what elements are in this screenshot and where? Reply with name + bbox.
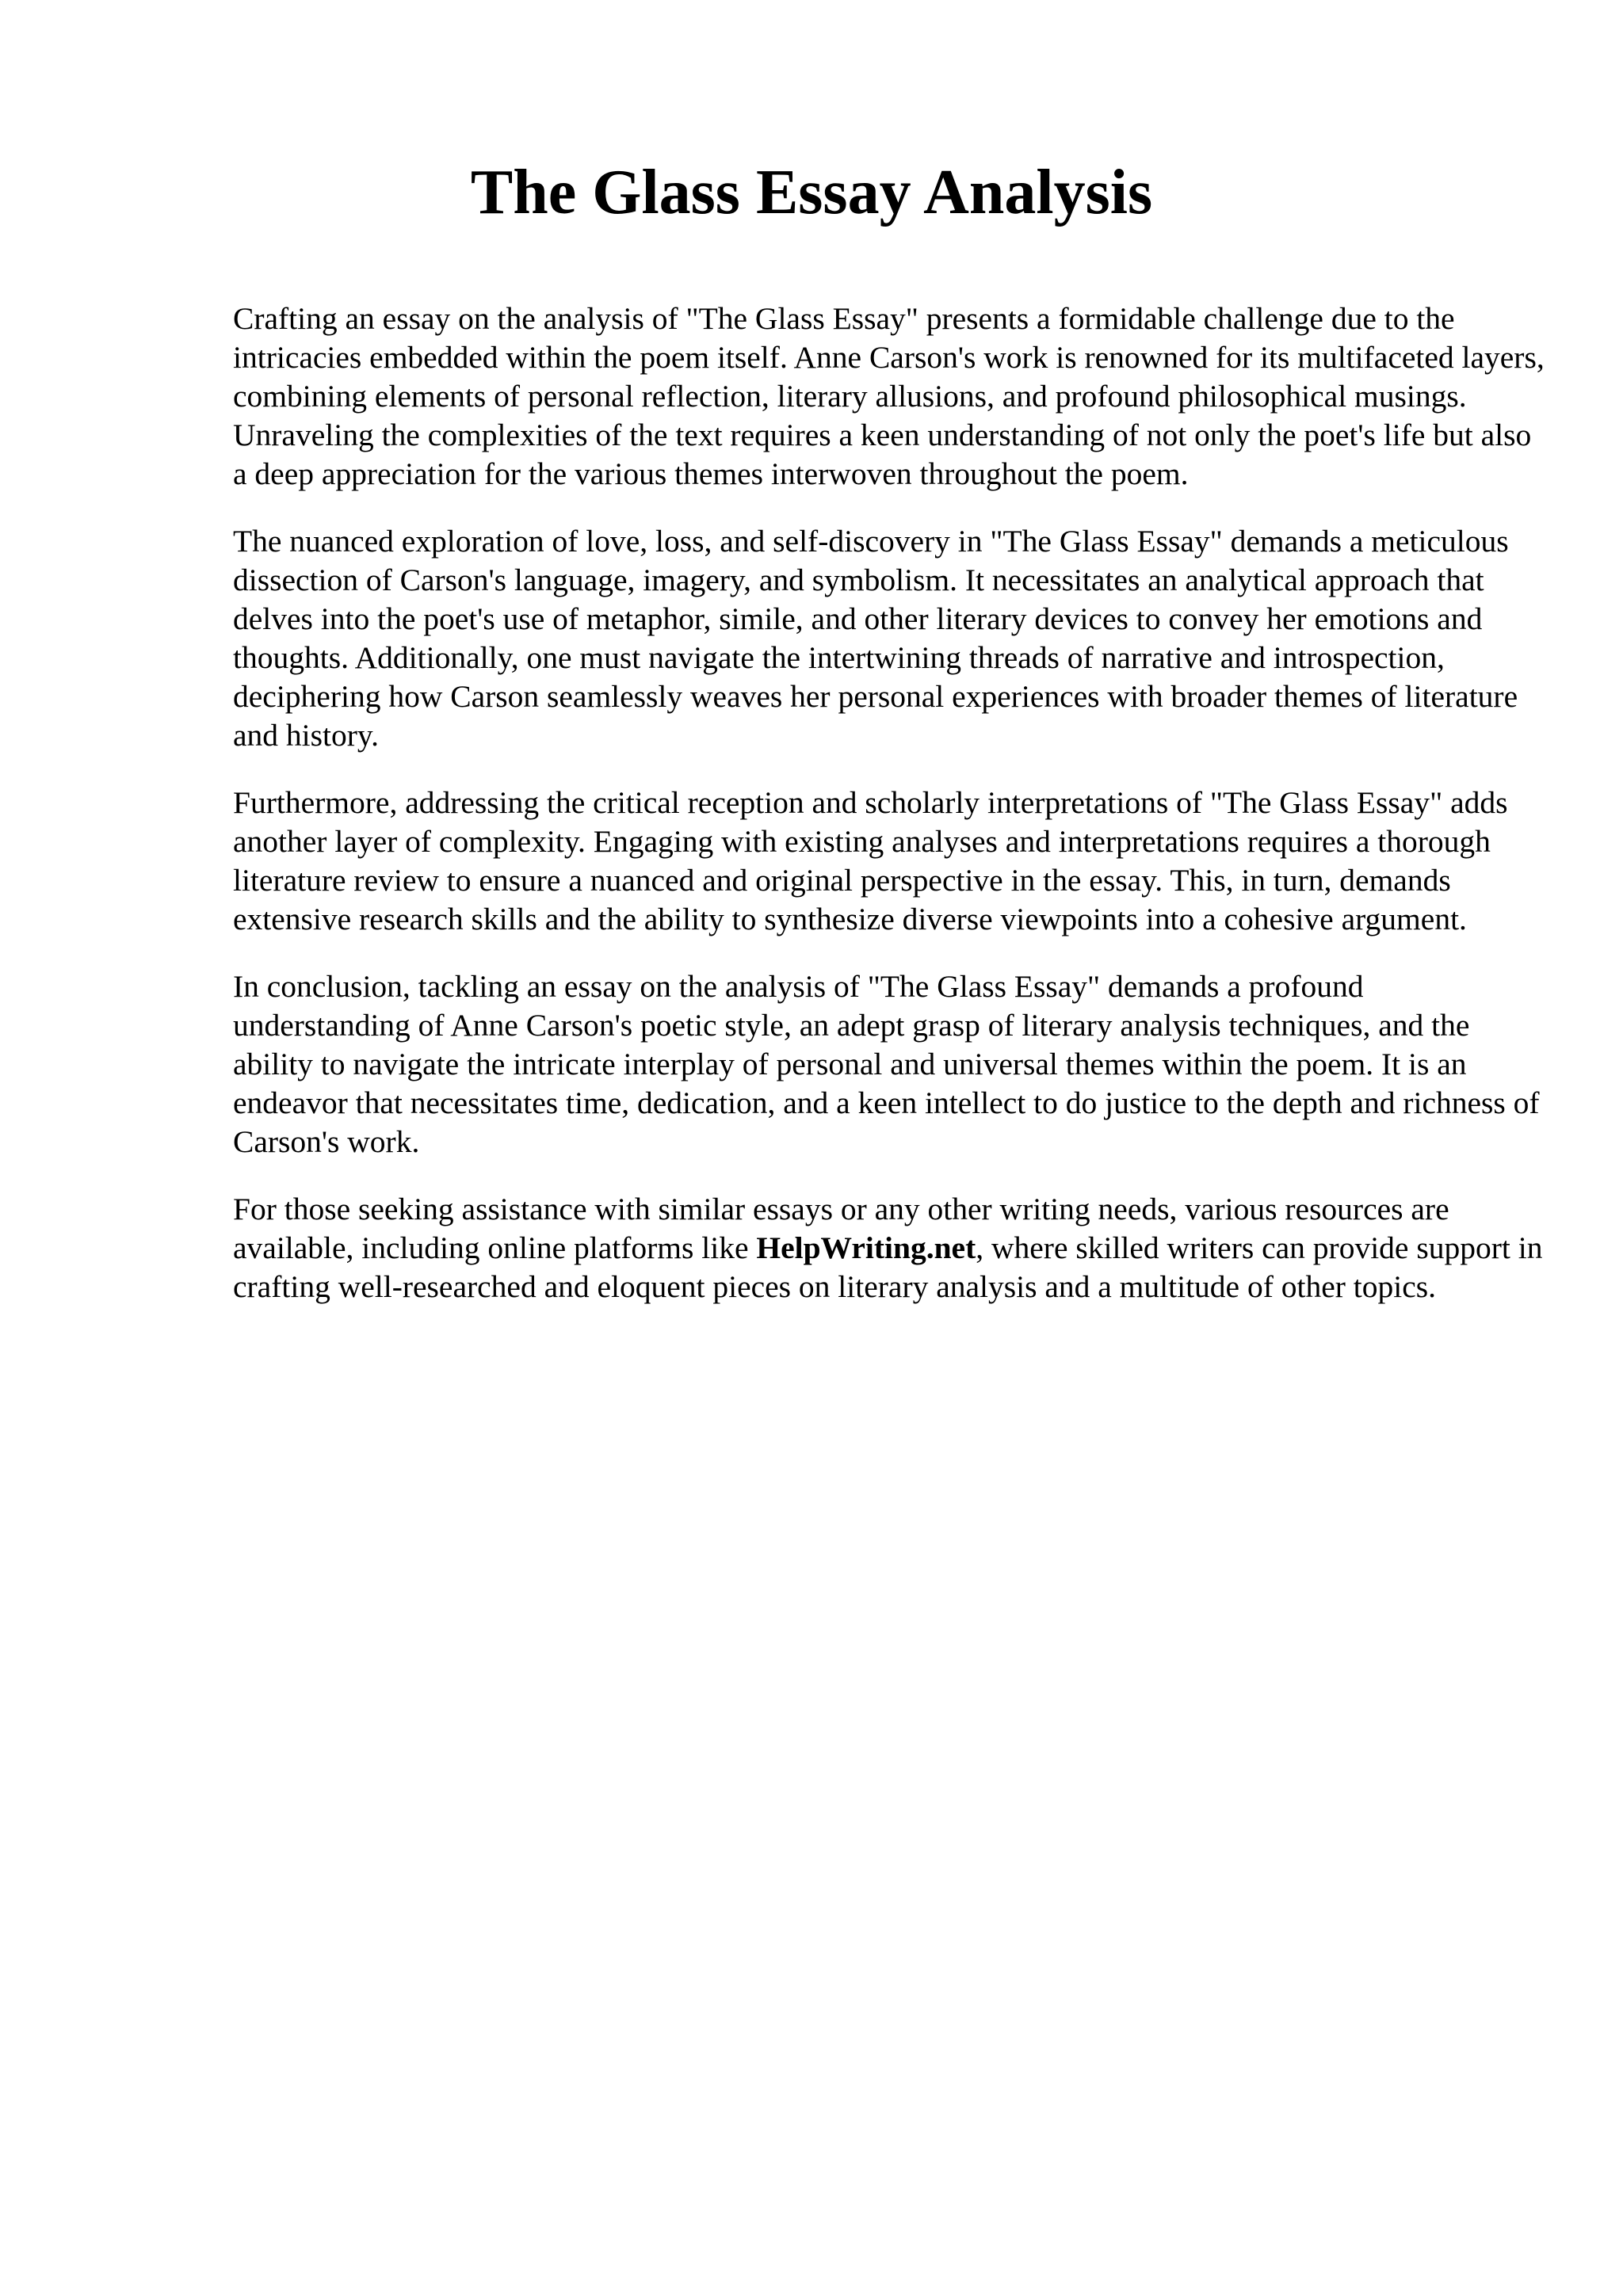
closing-text-before-link: For those seeking assistance with similar essays or any other writing needs, various resources are available, including online platforms like <box>233 1192 1449 1265</box>
paragraph-exploration: The nuanced exploration of love, loss, and self-discovery in "The Glass Essay" demands a meticulous dissection of Carson's language, imagery, and symbolism. It necessitates an analytical approach that delves into the poet's use of metaphor, simile, and other literary devices to convey her emotions and thoughts. Additionally, one must navigate the intertwining threads of narrative and introspection, deciphering how Carson seamlessly weaves her personal experiences with broader themes of literature and history. <box>233 524 1518 753</box>
paragraph-closing <box>233 1190 1549 1306</box>
closing-text-after-link: , where skilled writers can provide support in crafting well-researched and eloquent pieces on literary analysis and a multitude of other topics. <box>233 1230 1543 1304</box>
paragraph-intro: Crafting an essay on the analysis of "The Glass Essay" presents a formidable challenge due to the intricacies embedded within the poem itself. Anne Carson's work is renowned for its multifaceted layers, combining elements of personal reflection, literary allusions, and profound philosophical musings. Unraveling the complexities of the text requires a keen understanding of not only the poet's life but also a deep appreciation for the various themes interwoven throughout the poem. <box>233 301 1545 491</box>
paragraph-conclusion: In conclusion, tackling an essay on the analysis of "The Glass Essay" demands a profound understanding of Anne Carson's poetic style, an adept grasp of literary analysis techniques, and the ability to navigate the intricate interplay of personal and universal themes within the poem. It is an endeavor that necessitates time, dedication, and a keen intellect to do justice to the depth and richness of Carson's work. <box>233 969 1540 1159</box>
paragraph-reception: Furthermore, addressing the critical reception and scholarly interpretations of "The Glass Essay" adds another layer of complexity. Engaging with existing analyses and interpretations requires a thorough literature review to ensure a nuanced and original perspective in the essay. This, in turn, demands extensive research skills and the ability to synthesize diverse viewpoints into a cohesive argument. <box>233 785 1508 936</box>
essay-body <box>233 299 1549 1335</box>
page-title: The Glass Essay Analysis <box>470 158 1153 227</box>
helpwriting-link[interactable]: HelpWriting.net <box>756 1230 976 1265</box>
